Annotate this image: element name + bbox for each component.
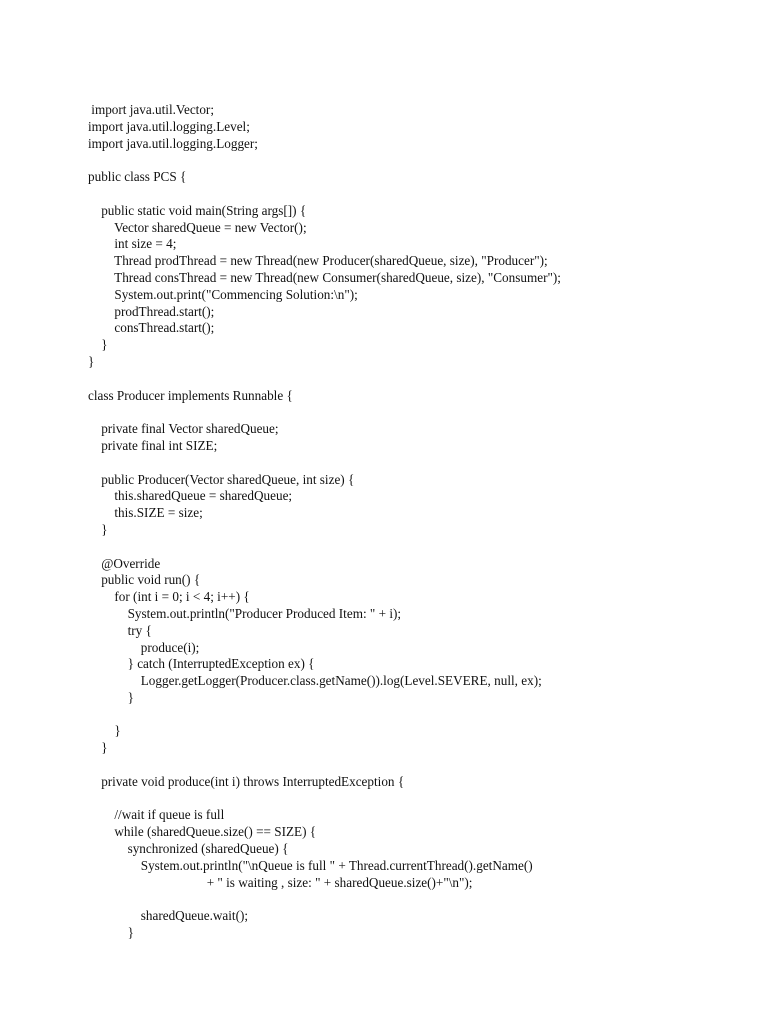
code-line: } <box>88 723 121 739</box>
code-line: synchronized (sharedQueue) { <box>88 841 289 857</box>
code-line: import java.util.Vector; <box>88 102 214 117</box>
code-line: private final Vector sharedQueue; <box>88 421 279 437</box>
code-listing <box>88 102 748 942</box>
code-line: int size = 4; <box>88 236 177 252</box>
code-line: public static void main(String args[]) { <box>88 202 307 218</box>
code-line: produce(i); <box>88 639 200 655</box>
code-line: @Override <box>88 555 161 571</box>
code-line: Logger.getLogger(Producer.class.getName()).log(Level.SEVERE, null, ex); <box>88 673 542 689</box>
code-line: public void run() { <box>88 572 201 588</box>
code-line: import java.util.logging.Level; <box>88 118 250 134</box>
code-line: for (int i = 0; i < 4; i++) { <box>88 589 250 605</box>
code-line: + " is waiting , size: " + sharedQueue.size()+"\n"); <box>88 874 473 890</box>
code-line: this.SIZE = size; <box>88 505 203 521</box>
code-line <box>88 757 748 774</box>
code-line <box>88 404 748 421</box>
code-line: } catch (InterruptedException ex) { <box>88 656 315 672</box>
code-line: System.out.println("Producer Produced Item: " + i); <box>88 605 402 621</box>
code-line: Thread prodThread = new Thread(new Producer(sharedQueue, size), "Producer"); <box>88 253 548 269</box>
code-line: } <box>88 689 134 705</box>
code-line: sharedQueue.wait(); <box>88 908 249 924</box>
code-line: } <box>88 353 95 369</box>
code-line: Vector sharedQueue = new Vector(); <box>88 219 307 235</box>
code-line <box>88 371 748 388</box>
code-line: private void produce(int i) throws InterruptedException { <box>88 773 405 789</box>
code-line: Thread consThread = new Thread(new Consumer(sharedQueue, size), "Consumer"); <box>88 269 561 285</box>
code-line: prodThread.start(); <box>88 303 215 319</box>
code-line: //wait if queue is full <box>88 807 225 823</box>
code-line: } <box>88 521 108 537</box>
code-line: System.out.println("\nQueue is full " + Thread.currentThread().getName() <box>88 857 533 873</box>
code-line: } <box>88 740 108 756</box>
code-line <box>88 186 748 203</box>
code-line: System.out.print("Commencing Solution:\n"); <box>88 286 358 302</box>
code-line <box>88 891 748 908</box>
code-line: private final int SIZE; <box>88 437 218 453</box>
code-line: public class PCS { <box>88 169 187 185</box>
code-line <box>88 707 748 724</box>
code-line: } <box>88 337 108 353</box>
code-line: this.sharedQueue = sharedQueue; <box>88 488 293 504</box>
code-line <box>88 152 748 169</box>
code-line <box>88 539 748 556</box>
code-line: class Producer implements Runnable { <box>88 387 293 403</box>
code-line <box>88 791 748 808</box>
code-line: import java.util.logging.Logger; <box>88 135 258 151</box>
code-line: consThread.start(); <box>88 320 215 336</box>
code-line: } <box>88 925 134 941</box>
code-line: while (sharedQueue.size() == SIZE) { <box>88 824 317 840</box>
code-line <box>88 455 748 472</box>
code-line: try { <box>88 622 152 638</box>
code-line: public Producer(Vector sharedQueue, int size) { <box>88 471 355 487</box>
